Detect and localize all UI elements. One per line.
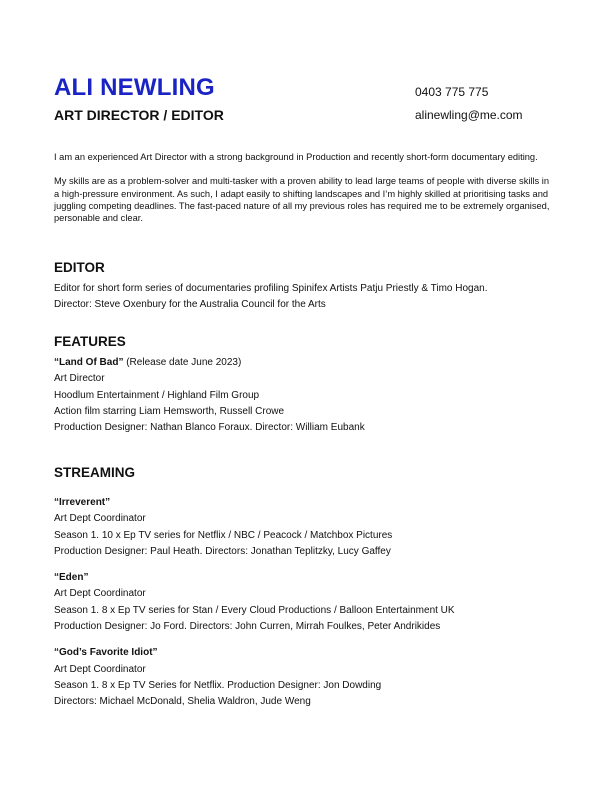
entry-title: “Irreverent” bbox=[54, 497, 111, 508]
entry-line: Hoodlum Entertainment / Highland Film Group bbox=[54, 389, 260, 401]
streaming-entry bbox=[54, 495, 564, 560]
entry-line: Action film starring Liam Hemsworth, Russell Crowe bbox=[54, 405, 285, 417]
entry-line: Production Designer: Jo Ford. Directors: John Curren, Mirrah Foulkes, Peter Andrikides bbox=[54, 621, 441, 633]
section-heading: FEATURES bbox=[54, 334, 126, 349]
section-heading: EDITOR bbox=[54, 260, 105, 275]
streaming-entry bbox=[54, 570, 564, 635]
entry-title-line bbox=[54, 355, 564, 371]
entry-line: Art Director bbox=[54, 373, 105, 385]
candidate-name: ALI NEWLING bbox=[54, 74, 215, 101]
entry-title-line bbox=[54, 495, 564, 511]
entry-line: Season 1. 8 x Ep TV series for Stan / Every Cloud Productions / Balloon Entertainment UK bbox=[54, 604, 455, 616]
email-address: alinewling@me.com bbox=[415, 108, 523, 122]
entry-line: Production Designer: Nathan Blanco Foraux. Director: William Eubank bbox=[54, 422, 365, 434]
entry-title: “God’s Favorite Idiot” bbox=[54, 647, 158, 659]
section-heading: STREAMING bbox=[54, 465, 135, 480]
entry-title-line bbox=[54, 645, 564, 661]
candidate-role: ART DIRECTOR / EDITOR bbox=[54, 107, 224, 123]
intro-paragraph: I am an experienced Art Director with a strong background in Production and recently short-form documentary editing. bbox=[54, 152, 538, 162]
entry-line: Season 1. 8 x Ep TV Series for Netflix. Production Designer: Jon Dowding bbox=[54, 679, 382, 691]
entry-title: “Land Of Bad” bbox=[54, 357, 124, 368]
feature-entry bbox=[54, 355, 564, 436]
entry-line: Art Dept Coordinator bbox=[54, 588, 146, 600]
editor-line: Editor for short form series of documentaries profiling Spinifex Artists Patju Priestly & Timo Hogan. bbox=[54, 283, 488, 294]
entry-line: Production Designer: Paul Heath. Directors: Jonathan Teplitzky, Lucy Gaffey bbox=[54, 545, 391, 557]
intro-paragraph: My skills are as a problem-solver and multi-tasker with a proven ability to lead large teams of people with diverse skills in a high-pressure environment. As such, I adapt easily to shifting landscapes and I’m highly skilled at prioritising tasks and juggling competing deadlines. The fast-paced nature of all my previous roles has required me to be extremely organised, personable and clear. bbox=[54, 176, 550, 223]
entry-line: Season 1. 10 x Ep TV series for Netflix / NBC / Peacock / Matchbox Pictures bbox=[54, 529, 393, 541]
entry-title-line bbox=[54, 570, 564, 586]
intro-summary bbox=[54, 151, 554, 236]
streaming-section bbox=[54, 465, 564, 721]
entry-note: (Release date June 2023) bbox=[123, 357, 242, 368]
entry-line: Directors: Michael McDonald, Shelia Waldron, Jude Weng bbox=[54, 696, 311, 708]
phone-number: 0403 775 775 bbox=[415, 85, 489, 99]
entry-title: “Eden” bbox=[54, 572, 89, 584]
entry-line: Art Dept Coordinator bbox=[54, 513, 146, 525]
features-section bbox=[54, 334, 564, 446]
editor-line: Director: Steve Oxenbury for the Australia Council for the Arts bbox=[54, 299, 326, 311]
entry-line: Art Dept Coordinator bbox=[54, 663, 146, 675]
streaming-entry bbox=[54, 645, 564, 710]
editor-section bbox=[54, 260, 564, 314]
